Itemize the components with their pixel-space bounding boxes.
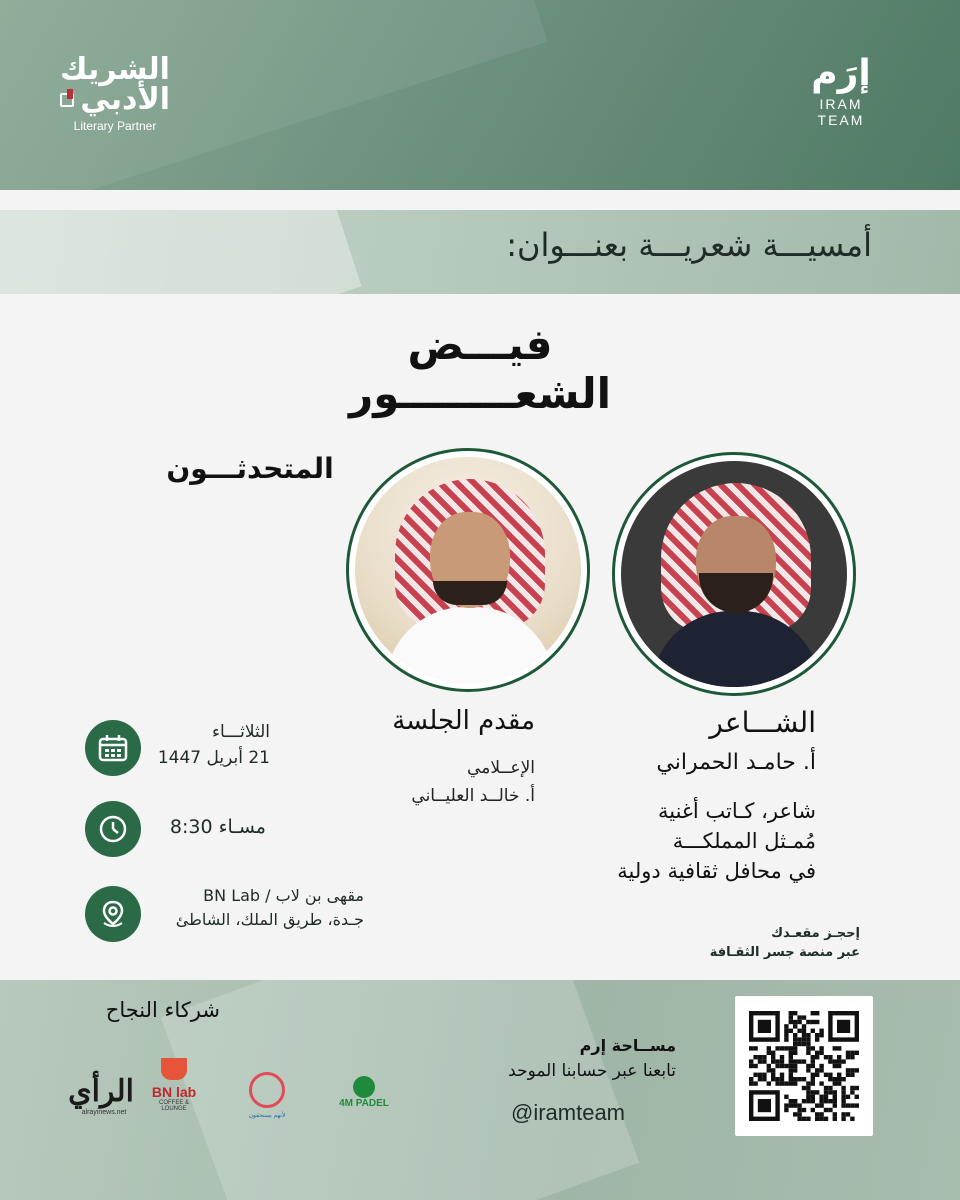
charity-logo: لأنهم يستحقون — [244, 1072, 290, 1142]
booking-info: إحجـز مقعـدك عبر منصة جسر الثقـافة — [709, 926, 860, 960]
calendar-icon — [85, 720, 141, 776]
moderator-name: أ. خالــد العليــاني — [411, 786, 535, 806]
literary-partner-logo: الشريك الأدبي Literary Partner — [60, 52, 170, 133]
bn-lab-logo: BN lab COFFEE & LOUNGE — [148, 1058, 200, 1138]
book-icon — [60, 93, 74, 107]
event-date: 21 أبريل 1447 — [157, 748, 270, 768]
venue-name: مقهى بن لاب / BN Lab — [203, 886, 364, 905]
iram-team-logo: إرَم IRAM TEAM — [811, 53, 871, 128]
location-pin-icon — [85, 886, 141, 942]
event-label: أمسيـــة شعريـــة بعنـــوان: — [506, 226, 872, 264]
moderator-photo — [346, 448, 590, 692]
moderator-title: الإعــلامي — [467, 758, 535, 778]
poet-photo — [612, 452, 856, 696]
venue-address: جـدة، طريق الملك، الشاطئ — [175, 910, 364, 929]
qr-code[interactable] — [735, 996, 873, 1136]
poet-role: الشـــاعر — [709, 706, 816, 739]
event-time: مسـاء 8:30 — [169, 816, 266, 838]
poet-name: أ. حامـد الحمراني — [656, 750, 816, 775]
alray-logo: الرأي alrayinews.net — [68, 1075, 134, 1116]
social-handle[interactable]: @iramteam — [510, 1100, 626, 1125]
qr-code-icon — [749, 1011, 859, 1121]
iram-space-info: مســاحة إرم تابعنا عبر حسابنا الموحد — [508, 1036, 676, 1081]
moderator-role: مقدم الجلسة — [392, 706, 535, 736]
padel-logo: 4M PADEL — [338, 1076, 390, 1136]
event-title: فيـــض الشعــــــــور — [349, 320, 611, 418]
speakers-heading: المتحدثـــون — [166, 452, 334, 485]
partners-title: شركاء النجاح — [105, 998, 220, 1022]
poet-bio: شاعر، كـاتب أغنية مُمـثل المملكـــة في محافل ثقافية دولية — [617, 799, 816, 883]
clock-icon — [85, 801, 141, 857]
event-day: الثلاثـــاء — [211, 722, 270, 742]
